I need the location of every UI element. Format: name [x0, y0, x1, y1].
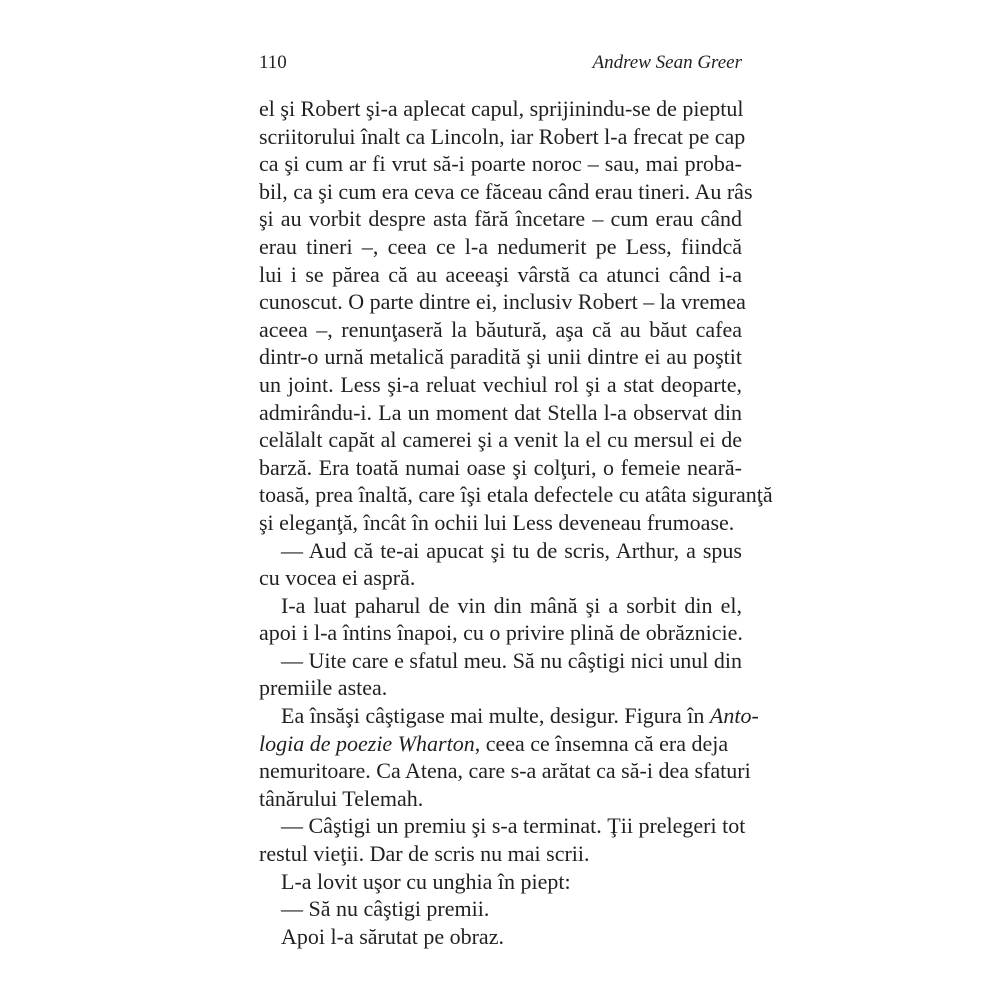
- text-line: lui i se părea că au aceeaşi vârstă ca atunci când i-a: [259, 261, 742, 287]
- italic-title-segment: logia de poezie Wharton: [259, 730, 475, 756]
- text-line: premiile astea.: [259, 675, 388, 701]
- text-line: celălalt capăt al camerei şi a venit la el cu mersul ei de: [259, 427, 742, 453]
- text-line: nemuritoare. Ca Atena, care s-a arătat ca să-i dea sfaturi: [259, 758, 751, 784]
- text-line: el şi Robert şi-a aplecat capul, sprijinindu-se de pieptul: [259, 96, 744, 121]
- text-line: şi eleganţă, încât în ochii lui Less deveneau frumoase.: [259, 509, 735, 535]
- dialogue-line: — Aud că te-ai apucat şi tu de scris, Arthur, a spus: [281, 537, 742, 563]
- text-line: tânărului Telemah.: [259, 785, 424, 811]
- text-segment: , ceea ce însemna că era deja: [474, 730, 729, 756]
- text-line: un joint. Less şi-a reluat vechiul rol şi a stat deoparte,: [259, 371, 742, 397]
- text-line: [259, 730, 742, 758]
- dialogue-line: — Uite care e sfatul meu. Să nu câştigi nici unul din: [281, 647, 742, 673]
- text-line: şi au vorbit despre asta fără încetare – cum erau când: [259, 206, 742, 232]
- text-line: erau tineri –, ceea ce l-a nedumerit pe Less, fiindcă: [259, 233, 742, 259]
- text-segment: Ea însăşi câştigase mai multe, desigur. Figura în: [281, 703, 710, 729]
- text-line: scriitorului înalt ca Lincoln, iar Robert l-a frecat pe cap: [259, 123, 746, 149]
- paragraph-line: Apoi l-a sărutat pe obraz.: [281, 923, 504, 949]
- text-line: restul vieţii. Dar de scris nu mai scrii.: [259, 841, 590, 867]
- text-line: cu vocea ei aspră.: [259, 565, 416, 591]
- dialogue-line: — Câştigi un premiu şi s-a terminat. Ţii prelegeri tot: [281, 813, 746, 839]
- text-line: aceea –, renunţaseră la băutură, aşa că au băut cafea: [259, 316, 742, 342]
- text-line: ca şi cum ar fi vrut să-i poarte noroc – sau, mai proba-: [259, 151, 742, 177]
- paragraph-line: I-a luat paharul de vin din mână şi a sorbit din el,: [281, 592, 742, 618]
- running-head-author: Andrew Sean Greer: [592, 52, 742, 73]
- body-text: [259, 95, 773, 950]
- text-line: admirându-i. La un moment dat Stella l-a observat din: [259, 399, 742, 425]
- running-head: [259, 52, 742, 82]
- italic-title-segment: Anto-: [709, 703, 759, 729]
- dialogue-line: — Să nu câştigi premii.: [281, 896, 490, 922]
- text-line: apoi i l-a întins înapoi, cu o privire plină de obrăznicie.: [259, 620, 743, 646]
- page-number: 110: [259, 52, 287, 73]
- text-line: bil, ca şi cum era ceva ce făceau când erau tineri. Au râs: [259, 178, 753, 204]
- paragraph-line: L-a lovit uşor cu unghia în piept:: [281, 868, 571, 894]
- paragraph-line: [259, 702, 759, 730]
- text-line: cunoscut. O parte dintre ei, inclusiv Robert – la vremea: [259, 289, 746, 315]
- text-line: toasă, prea înaltă, care îşi etala defectele cu atâta siguranţă: [259, 482, 773, 508]
- text-line: barză. Era toată numai oase şi colţuri, o femeie neară-: [259, 454, 742, 480]
- text-line: dintr-o urnă metalică paradită şi unii dintre ei au poştit: [259, 344, 742, 370]
